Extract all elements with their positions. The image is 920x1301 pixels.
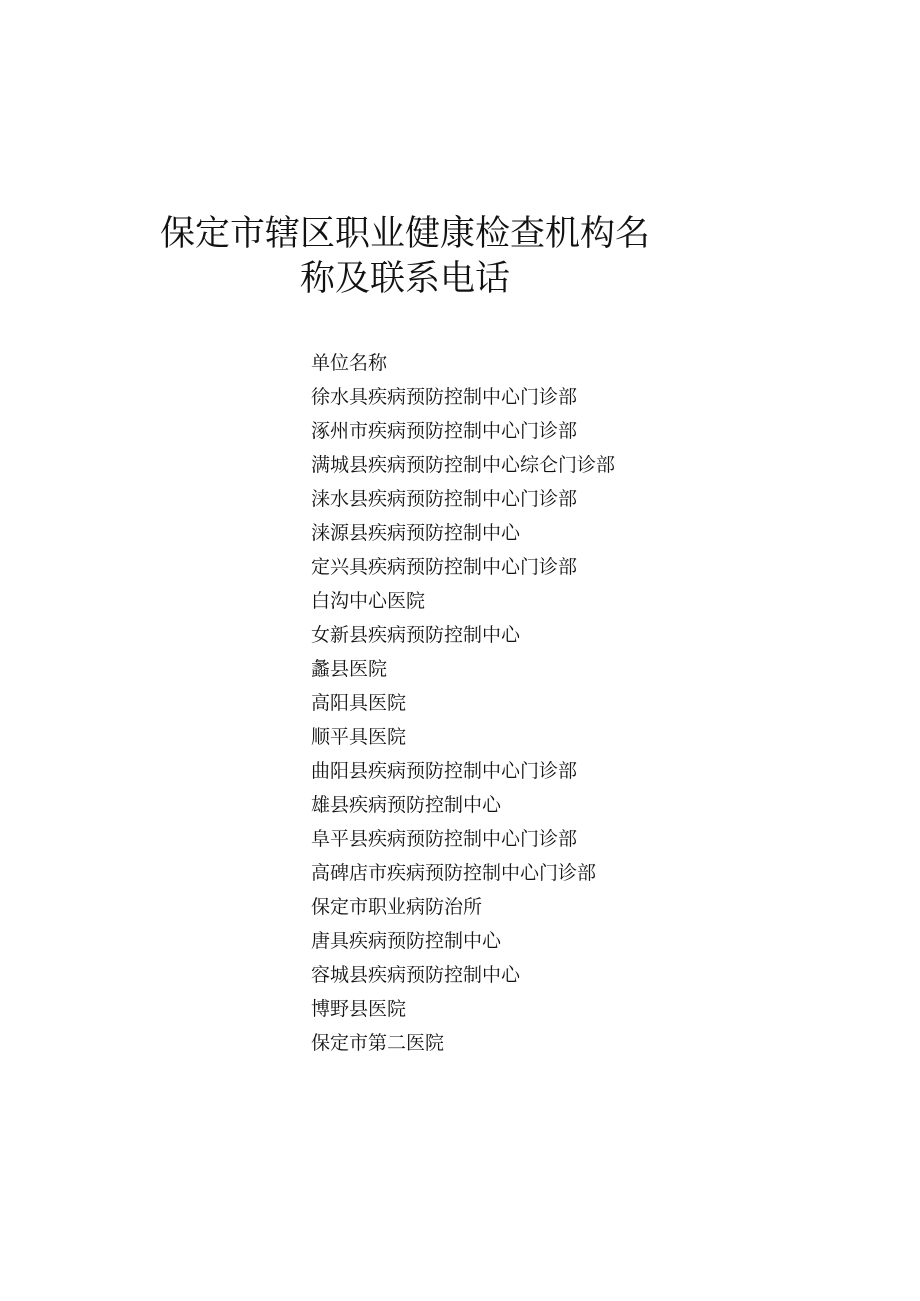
document-title <box>130 212 680 302</box>
list-item: 涞源县疾病预防控制中心 <box>311 522 521 544</box>
list-item: 涿州市疾病预防控制中心门诊部 <box>311 420 578 442</box>
title-line-1: 保定市辖区职业健康检查机构名 <box>159 214 650 254</box>
list-item: 高阳具医院 <box>311 692 407 714</box>
list-item: 白沟中心医院 <box>311 590 426 612</box>
unit-list <box>311 346 871 1060</box>
list-item: 高碑店市疾病预防控制中心门诊部 <box>311 862 597 884</box>
list-item: 徐水具疾病预防控制中心门诊部 <box>311 386 578 408</box>
list-item: 涞水县疾病预防控制中心门诊部 <box>311 488 578 510</box>
list-item: 保定市职业病防治所 <box>311 896 483 918</box>
list-item: 顺平具医院 <box>311 726 407 748</box>
list-item: 阜平县疾病预防控制中心门诊部 <box>311 828 578 850</box>
list-item: 容城县疾病预防控制中心 <box>311 964 521 986</box>
list-item: 博野县医院 <box>311 998 407 1020</box>
list-item: 唐具疾病预防控制中心 <box>311 930 502 952</box>
list-item: 曲阳县疾病预防控制中心门诊部 <box>311 760 578 782</box>
list-item: 雄县疾病预防控制中心 <box>311 794 502 816</box>
list-item: 满城县疾病预防控制中心综仑门诊部 <box>311 454 616 476</box>
list-item: 蠡县医院 <box>311 658 388 680</box>
list-item: 女新县疾病预防控制中心 <box>311 624 521 646</box>
list-header: 单位名称 <box>311 352 388 374</box>
title-line-2: 称及联系电话 <box>299 259 510 299</box>
list-item: 定兴具疾病预防控制中心门诊部 <box>311 556 578 578</box>
list-item: 保定市第二医院 <box>311 1032 445 1054</box>
